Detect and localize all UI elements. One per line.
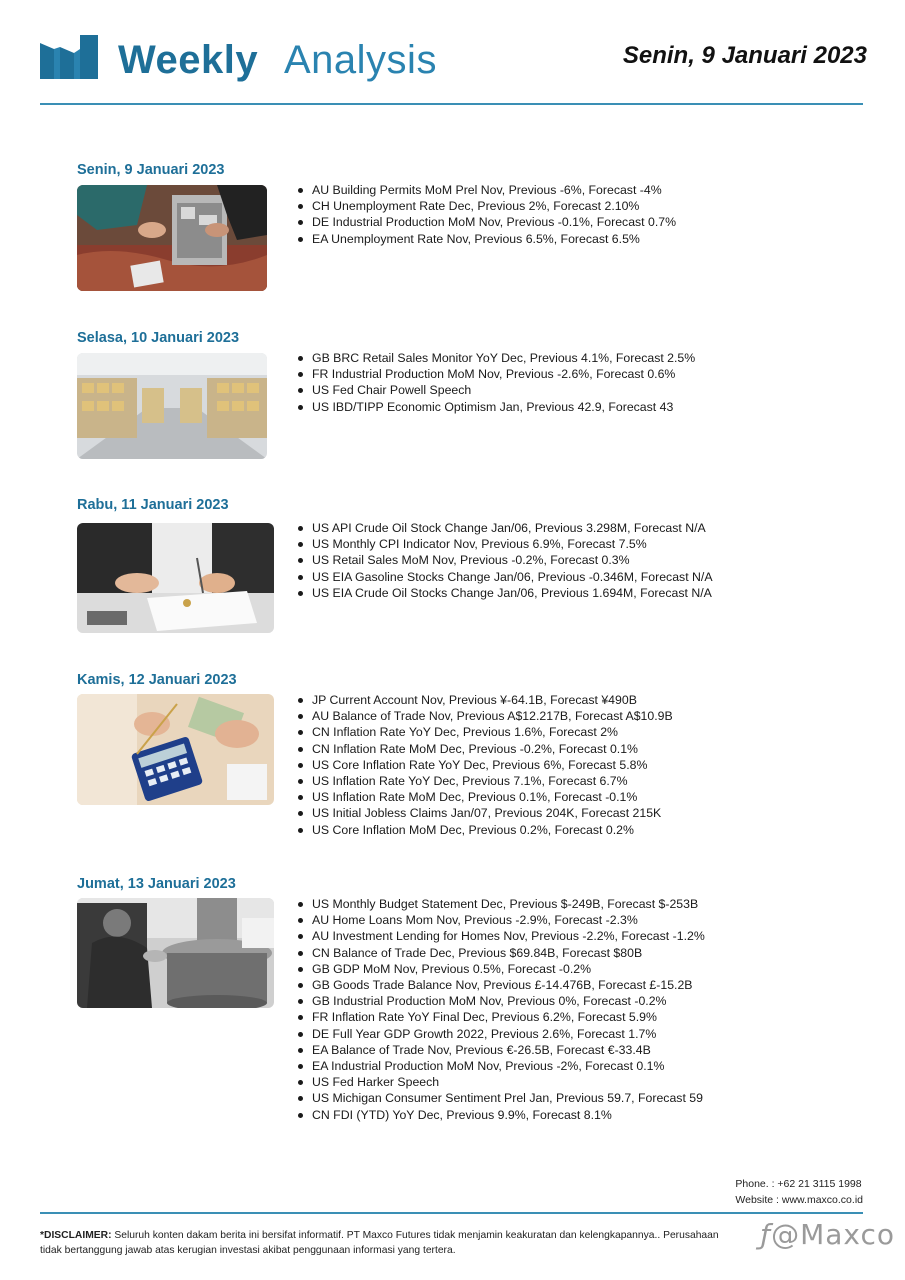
- factory-worker-photo: [77, 898, 274, 1008]
- event-item: US Core Inflation Rate YoY Dec, Previous 6%, Forecast 5.8%: [296, 757, 673, 773]
- event-list: [296, 520, 713, 601]
- event-item: US Inflation Rate YoY Dec, Previous 7.1%, Forecast 6.7%: [296, 773, 673, 789]
- event-list: [296, 350, 695, 415]
- event-item: US Michigan Consumer Sentiment Prel Jan, Previous 59.7, Forecast 59: [296, 1090, 705, 1106]
- event-item: US Inflation Rate MoM Dec, Previous 0.1%, Forecast -0.1%: [296, 789, 673, 805]
- event-item: GB GDP MoM Nov, Previous 0.5%, Forecast -0.2%: [296, 961, 705, 977]
- event-list: [296, 182, 676, 247]
- event-item: US Retail Sales MoM Nov, Previous -0.2%, Forecast 0.3%: [296, 552, 713, 568]
- event-item: US Initial Jobless Claims Jan/07, Previous 204K, Forecast 215K: [296, 805, 673, 821]
- event-item: US Monthly CPI Indicator Nov, Previous 6.9%, Forecast 7.5%: [296, 536, 713, 552]
- watermark-logo-icon: ƒ: [760, 1218, 772, 1251]
- event-item: JP Current Account Nov, Previous ¥-64.1B, Forecast ¥490B: [296, 692, 673, 708]
- website-link[interactable]: Website : www.maxco.co.id: [735, 1194, 863, 1206]
- event-item: US EIA Crude Oil Stocks Change Jan/06, Previous 1.694M, Forecast N/A: [296, 585, 713, 601]
- calculator-money-photo: [77, 694, 274, 805]
- technicians-photo: [77, 185, 267, 291]
- event-item: AU Balance of Trade Nov, Previous A$12.217B, Forecast A$10.9B: [296, 708, 673, 724]
- contact-info: [735, 1176, 863, 1208]
- event-item: GB Goods Trade Balance Nov, Previous £-14.476B, Forecast £-15.2B: [296, 977, 705, 993]
- watermark: [760, 1218, 895, 1251]
- warehouse-photo: [77, 353, 267, 459]
- title-analysis: Analysis: [284, 38, 437, 82]
- day-title: Jumat, 13 Januari 2023: [77, 876, 236, 892]
- day-title: Kamis, 12 Januari 2023: [77, 672, 237, 688]
- disclaimer-text: Seluruh konten dakam berita ini bersifat informatif. PT Maxco Futures tidak menjamin keakuratan dan kelengkapannya.. Perusahaan tidak bertanggung jawab atas kerugian investasi akibat penggunaan informasi yang tertera.: [40, 1230, 719, 1256]
- event-item: US Core Inflation MoM Dec, Previous 0.2%, Forecast 0.2%: [296, 822, 673, 838]
- event-item: CH Unemployment Rate Dec, Previous 2%, Forecast 2.10%: [296, 198, 676, 214]
- disclaimer-label: *DISCLAIMER:: [40, 1230, 112, 1241]
- event-list: [296, 896, 705, 1123]
- event-item: CN Inflation Rate YoY Dec, Previous 1.6%, Forecast 2%: [296, 724, 673, 740]
- event-item: US API Crude Oil Stock Change Jan/06, Previous 3.298M, Forecast N/A: [296, 520, 713, 536]
- watermark-text: @Maxco: [771, 1218, 895, 1251]
- day-title: Selasa, 10 Januari 2023: [77, 330, 240, 346]
- page-header: [0, 0, 905, 110]
- event-item: GB Industrial Production MoM Nov, Previous 0%, Forecast -0.2%: [296, 993, 705, 1009]
- event-list: [296, 692, 673, 838]
- event-item: US EIA Gasoline Stocks Change Jan/06, Previous -0.346M, Forecast N/A: [296, 569, 713, 585]
- event-item: US Monthly Budget Statement Dec, Previous $-249B, Forecast $-253B: [296, 896, 705, 912]
- event-item: DE Full Year GDP Growth 2022, Previous 2.6%, Forecast 1.7%: [296, 1026, 705, 1042]
- day-title: Senin, 9 Januari 2023: [77, 162, 225, 178]
- event-item: GB BRC Retail Sales Monitor YoY Dec, Previous 4.1%, Forecast 2.5%: [296, 350, 695, 366]
- event-item: AU Building Permits MoM Prel Nov, Previous -6%, Forecast -4%: [296, 182, 676, 198]
- event-item: US Fed Harker Speech: [296, 1074, 705, 1090]
- event-item: CN FDI (YTD) YoY Dec, Previous 9.9%, Forecast 8.1%: [296, 1107, 705, 1123]
- event-item: EA Balance of Trade Nov, Previous €-26.5B, Forecast €-33.4B: [296, 1042, 705, 1058]
- event-item: EA Industrial Production MoM Nov, Previous -2%, Forecast 0.1%: [296, 1058, 705, 1074]
- contract-signing-photo: [77, 523, 274, 633]
- event-item: US Fed Chair Powell Speech: [296, 382, 695, 398]
- disclaimer: [40, 1228, 730, 1258]
- event-item: US IBD/TIPP Economic Optimism Jan, Previous 42.9, Forecast 43: [296, 399, 695, 415]
- footer-divider: [40, 1212, 863, 1214]
- phone-number: Phone. : +62 21 3115 1998: [735, 1178, 862, 1190]
- header-date: Senin, 9 Januari 2023: [622, 42, 867, 69]
- event-item: DE Industrial Production MoM Nov, Previous -0.1%, Forecast 0.7%: [296, 214, 676, 230]
- event-item: EA Unemployment Rate Nov, Previous 6.5%, Forecast 6.5%: [296, 231, 676, 247]
- event-item: FR Industrial Production MoM Nov, Previous -2.6%, Forecast 0.6%: [296, 366, 695, 382]
- event-item: CN Balance of Trade Dec, Previous $69.84B, Forecast $80B: [296, 945, 705, 961]
- event-item: CN Inflation Rate MoM Dec, Previous -0.2%, Forecast 0.1%: [296, 741, 673, 757]
- day-title: Rabu, 11 Januari 2023: [77, 497, 229, 513]
- bar-chart-logo-icon: [40, 35, 98, 79]
- event-item: AU Home Loans Mom Nov, Previous -2.9%, Forecast -2.3%: [296, 912, 705, 928]
- event-item: FR Inflation Rate YoY Final Dec, Previous 6.2%, Forecast 5.9%: [296, 1009, 705, 1025]
- event-item: AU Investment Lending for Homes Nov, Previous -2.2%, Forecast -1.2%: [296, 928, 705, 944]
- header-divider: [40, 103, 863, 105]
- title-weekly: Weekly: [118, 38, 259, 82]
